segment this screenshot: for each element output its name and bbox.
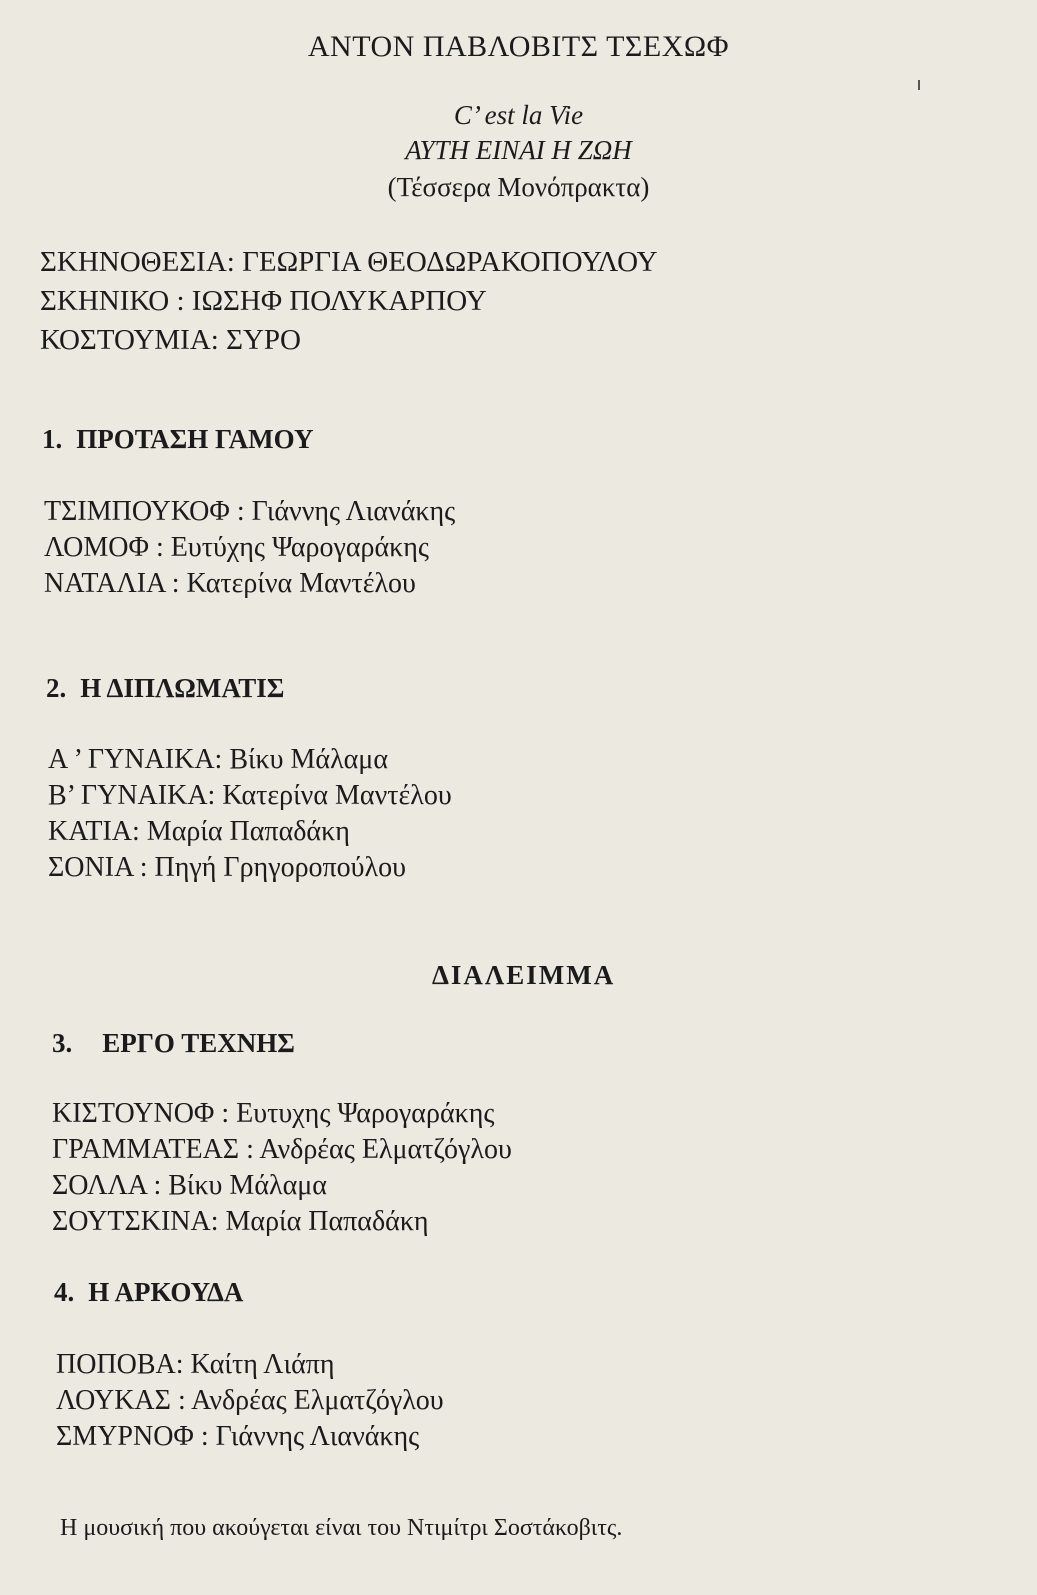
music-credit-note: Η μουσική που ακούγεται είναι του Ντιμίτρι Σοστάκοβιτς. xyxy=(60,1515,623,1541)
credit-costumes: ΚΟΣΤΟΥΜΙΑ: ΣΥΡΟ xyxy=(40,324,301,356)
intermission-heading: ΔΙΑΛΕΙΜΜΑ xyxy=(432,960,616,990)
cast-line: ΠΟΠΟΒΑ: Καίτη Λιάπη xyxy=(56,1349,335,1380)
cast-line: ΚΑΤΙΑ: Μαρία Παπαδάκη xyxy=(48,816,350,847)
act-4-cast xyxy=(56,1347,444,1455)
act-3-cast xyxy=(52,1096,512,1240)
cast-line: Β’ ΓΥΝΑΙΚΑ: Κατερίνα Μαντέλου xyxy=(48,780,452,811)
act-1-cast xyxy=(44,494,455,602)
act-number: 2. xyxy=(46,673,67,703)
cast-line: ΛΟΥΚΑΣ : Ανδρέας Ελματζόγλου xyxy=(56,1385,444,1416)
play-subtitle: (Τέσσερα Μονόπρακτα) xyxy=(387,172,650,202)
play-title-greek: ΑΥΤΗ ΕΙΝΑΙ Η ΖΩΗ xyxy=(405,135,632,165)
act-3-title xyxy=(52,1028,295,1059)
act-2-cast xyxy=(48,742,452,886)
paper-speck xyxy=(918,80,920,90)
author-name: ΑΝΤΟΝ ΠΑΒΛΟΒΙΤΣ ΤΣΕΧΩΦ xyxy=(307,30,730,63)
act-1-title xyxy=(42,424,313,455)
production-credits xyxy=(40,243,658,360)
act-name: Η ΔΙΠΛΩΜΑΤΙΣ xyxy=(80,673,285,703)
act-name: Η ΑΡΚΟΥΔΑ xyxy=(88,1277,244,1307)
cast-line: ΝΑΤΑΛΙΑ : Κατερίνα Μαντέλου xyxy=(44,568,416,599)
cast-line: ΣΟΝΙΑ : Πηγή Γρηγοροπούλου xyxy=(48,852,406,883)
act-4-title xyxy=(54,1277,243,1308)
act-number: 1. xyxy=(42,424,63,454)
act-2-title xyxy=(46,673,284,704)
play-title-french: C’ est la Vie xyxy=(453,100,584,130)
cast-line: ΣΟΥΤΣΚΙΝΑ: Μαρία Παπαδάκη xyxy=(52,1206,429,1237)
cast-line: ΣΟΛΛΑ : Βίκυ Μάλαμα xyxy=(52,1170,327,1201)
cast-line: ΣΜΥΡΝΟΦ : Γιάννης Λιανάκης xyxy=(56,1421,420,1452)
cast-line: Α ’ ΓΥΝΑΙΚΑ: Βίκυ Μάλαμα xyxy=(48,744,388,775)
act-number: 3. xyxy=(52,1028,73,1058)
cast-line: ΛΟΜΟΦ : Ευτύχης Ψαρογαράκης xyxy=(44,532,430,563)
act-name: ΠΡΟΤΑΣΗ ΓΑΜΟΥ xyxy=(76,424,314,454)
credit-set-design: ΣΚΗΝΙΚΟ : ΙΩΣΗΦ ΠΟΛΥΚΑΡΠΟΥ xyxy=(40,285,487,317)
cast-line: ΚΙΣΤΟΥΝΟΦ : Ευτυχης Ψαρογαράκης xyxy=(52,1098,495,1129)
cast-line: ΓΡΑΜΜΑΤΕΑΣ : Ανδρέας Ελματζόγλου xyxy=(52,1134,512,1165)
act-number: 4. xyxy=(54,1277,75,1307)
credit-direction: ΣΚΗΝΟΘΕΣΙΑ: ΓΕΩΡΓΙΑ ΘΕΟΔΩΡΑΚΟΠΟΥΛΟΥ xyxy=(40,246,658,278)
cast-line: ΤΣΙΜΠΟΥΚΟΦ : Γιάννης Λιανάκης xyxy=(44,496,456,527)
act-name: ΕΡΓΟ ΤΕΧΝΗΣ xyxy=(102,1028,295,1058)
